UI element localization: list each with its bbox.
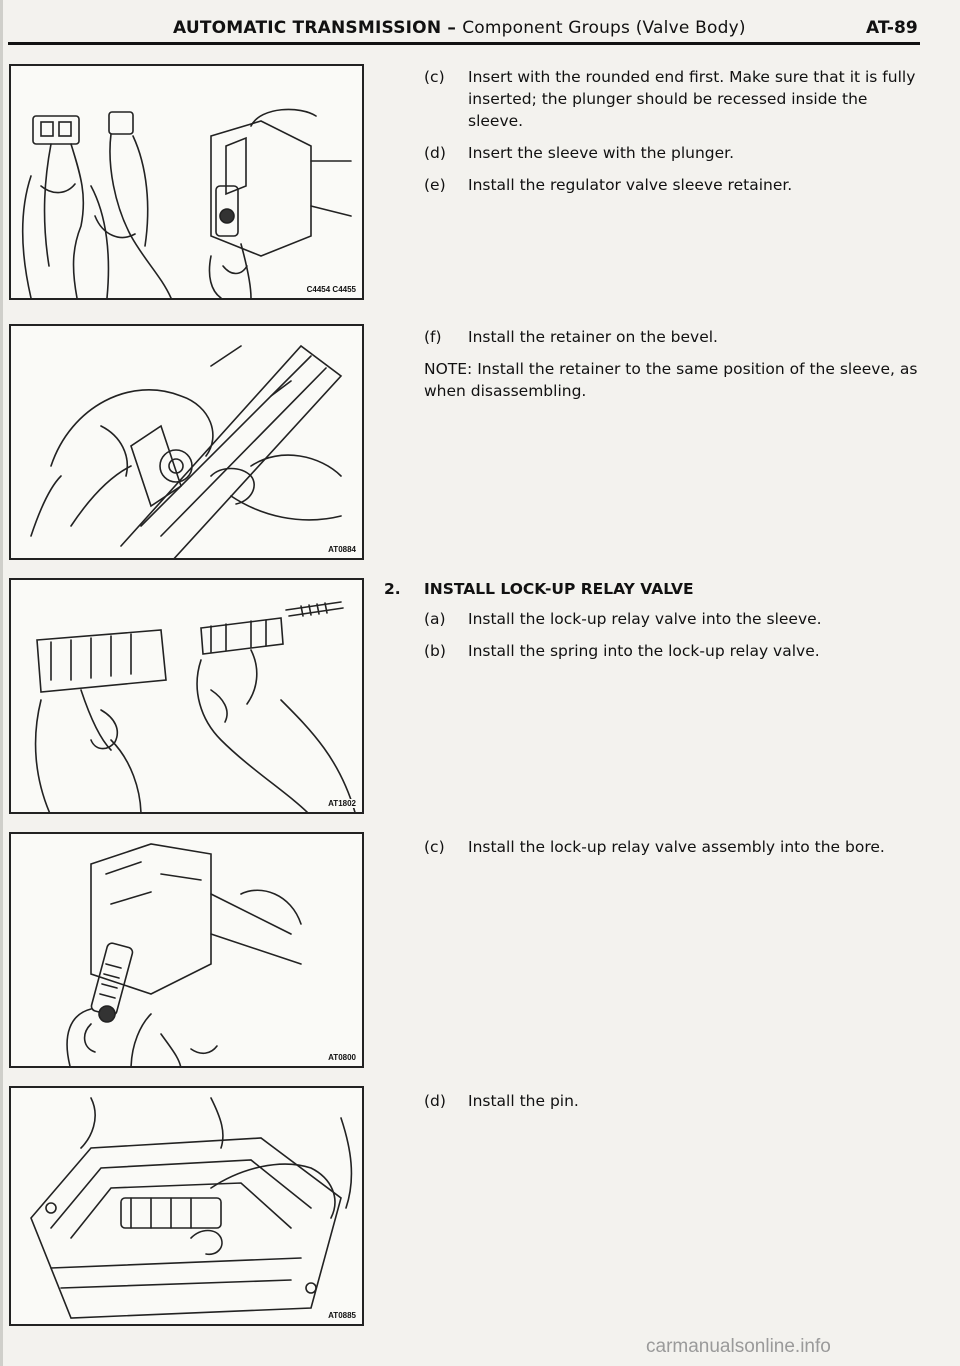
watermark: carmanualsonline.info — [646, 1336, 831, 1357]
note — [424, 358, 924, 402]
page-header — [8, 14, 948, 44]
figure-plunger-sleeve — [9, 64, 364, 300]
figure-relay-valve-bore — [9, 832, 364, 1068]
hands-pin-valve-body-illustration — [11, 1088, 364, 1326]
steps-bevel — [424, 326, 924, 402]
step-text: Install the pin. — [468, 1092, 579, 1110]
step-d-insert-sleeve — [424, 142, 924, 164]
figure-lockup-relay-valve — [9, 578, 364, 814]
step-text: Install the lock-up relay valve into the sleeve. — [468, 610, 822, 628]
step-text: Insert the sleeve with the plunger. — [468, 144, 735, 162]
steps-top — [424, 66, 924, 206]
note-label: NOTE: — [424, 360, 473, 378]
page-binding-edge — [0, 0, 3, 1366]
page-number: AT-89 — [866, 18, 918, 38]
step-a-install-valve — [424, 608, 924, 630]
step-label: (a) — [424, 610, 446, 628]
figure-install-pin — [9, 1086, 364, 1326]
note-text: Install the retainer to the same position of the sleeve, as when disassembling. — [424, 360, 918, 400]
hands-valve-bore-illustration — [11, 834, 364, 1068]
step-c-install-assembly — [424, 836, 924, 858]
step-c-insert-rounded-end — [424, 66, 924, 132]
section-heading — [384, 580, 694, 598]
step-text: Install the spring into the lock-up relay valve. — [468, 642, 820, 660]
step-text: Install the regulator valve sleeve retainer. — [468, 176, 793, 194]
figure-code: AT0885 — [328, 1311, 356, 1320]
figure-code: AT1802 — [328, 799, 356, 808]
step-text: Install the retainer on the bevel. — [468, 328, 718, 346]
section-title: INSTALL LOCK-UP RELAY VALVE — [424, 580, 694, 598]
step-e-install-retainer — [424, 174, 924, 196]
header-rule — [8, 42, 920, 45]
figure-retainer-bevel — [9, 324, 364, 560]
steps-pin — [424, 1090, 924, 1122]
figure-code: AT0800 — [328, 1053, 356, 1062]
step-f-retainer-bevel — [424, 326, 924, 348]
step-label: (d) — [424, 144, 446, 162]
figure-code: C4454 C4455 — [306, 285, 356, 294]
page-title: AUTOMATIC TRANSMISSION – Component Groups (Valve Body) — [173, 18, 746, 38]
steps-bore — [424, 836, 924, 868]
step-b-install-spring — [424, 640, 924, 662]
step-label: (c) — [424, 838, 445, 856]
step-d-install-pin — [424, 1090, 924, 1112]
hands-plunger-sleeve-illustration — [11, 66, 364, 300]
steps-section-2 — [424, 608, 924, 672]
step-text: Insert with the rounded end first. Make sure that it is fully inserted; the plunger should be recessed inside the sleeve. — [468, 68, 916, 130]
step-label: (d) — [424, 1092, 446, 1110]
step-label: (f) — [424, 328, 442, 346]
step-label: (e) — [424, 176, 446, 194]
step-text: Install the lock-up relay valve assembly into the bore. — [468, 838, 885, 856]
hands-relay-valve-illustration — [11, 580, 364, 814]
hands-retainer-illustration — [11, 326, 364, 560]
figure-code: AT0884 — [328, 545, 356, 554]
section-number: 2. — [384, 580, 401, 598]
step-label: (c) — [424, 68, 445, 86]
step-label: (b) — [424, 642, 446, 660]
